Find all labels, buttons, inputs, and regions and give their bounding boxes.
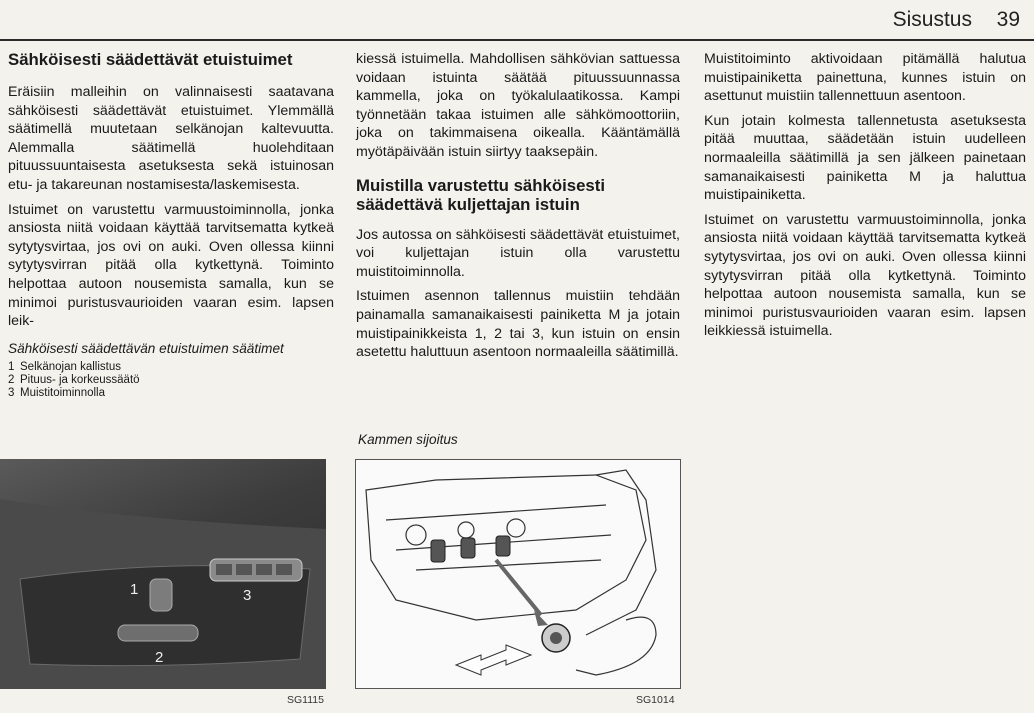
column2-intro: kiessä istuimella. Mahdollisen sähkövian sattuessa voidaan istuinta säätää pituussuunnassa kammella, joka on työkalulaatikossa. Kampi työnnetään takaa istuimen alle sähkömoottoriin, joka on takimmaisena oikealla. Kääntämällä myötäpäivään istuin siirtyy taaksepäin. bbox=[356, 51, 680, 160]
header-rule bbox=[0, 39, 1034, 41]
legend-item: 2 Pituus- ja korkeussäätö bbox=[8, 373, 140, 386]
column2-paragraph-2: Istuimen asennon tallennus muistiin tehdään painamalla samanaikaisesti painiketta M ja jotain muistipainikkeista 1, 2 tai 3, kun istuin on ensin asetettu haluttuun asentoon normaaleilla säätimillä. bbox=[356, 288, 680, 361]
seat-controls-photo bbox=[0, 459, 326, 689]
column1-paragraph-1: Eräisiin malleihin on valinnaisesti saatavana sähköisesti säädettävät etuistuimet. Ylemmällä säätimellä muutetaan selkänojan kaltevuutta. Alemmalla säätimellä huolehditaan pituussuuntaisesta asetuksesta sekä istuinosan etu- ja takareunan nostamisesta/laskemisesta. bbox=[8, 84, 334, 193]
figure-legend bbox=[8, 361, 334, 401]
column2-heading: Muistilla varustettu sähköisesti säädettävä kuljettajan istuin bbox=[356, 175, 605, 214]
page-number: 39 bbox=[996, 8, 1020, 31]
photo-label-1: 1 bbox=[130, 581, 139, 598]
legend-item: 3 Muistitoiminnolla bbox=[8, 387, 106, 400]
column-1 bbox=[8, 50, 334, 400]
column3-paragraph-2: Kun jotain kolmesta tallennetusta asetuksesta pitää muuttaa, säädetään istuin uudelleen normaaleilla säätimillä ja sen jälkeen painetaan samanaikaisesti painiketta M ja haluttua muistipainiketta. bbox=[704, 112, 1026, 204]
seat-crank-illustration bbox=[356, 460, 680, 688]
photo-label-2: 2 bbox=[155, 649, 164, 666]
section-title: Sisustus bbox=[892, 8, 972, 31]
figure-code-sg1115: SG1115 bbox=[287, 694, 324, 706]
column2-paragraph-1: Jos autossa on sähköisesti säädettävät etuistuimet, voi kuljettajan istuin olla varustettu muistitoiminnolla. bbox=[356, 226, 680, 280]
figure-code-sg1014: SG1014 bbox=[636, 694, 675, 706]
column1-heading: Sähköisesti säädettävät etuistuimet bbox=[8, 50, 293, 69]
photo-label-3: 3 bbox=[243, 587, 252, 604]
column3-paragraph-1: Muistitoiminto aktivoidaan pitämällä halutua muistipainiketta painettuna, kunnes istuin on asettunut muistiin tallennettuun asentoon. bbox=[704, 51, 1026, 105]
seat-controls-caption: Sähköisesti säädettävän etuistuimen säätimet bbox=[8, 340, 284, 356]
column-2 bbox=[356, 50, 680, 368]
legend-item: 1 Selkänojan kallistus bbox=[8, 360, 122, 373]
crank-location-diagram bbox=[355, 459, 681, 689]
column1-paragraph-2: Istuimet on varustettu varmuustoiminnolla, jonka ansiosta niitä voidaan käyttää tarvitsematta kytkeä sytytysvirtaa, jos ovi on auki. Oven ollessa kiinni sytytysvirran pitää olla kytkettynä. Toiminto helpottaa autoon nousemista samalla, kun se minimoi puristusvaurioiden vaaran esim. lapsen leik- bbox=[8, 201, 334, 330]
crank-caption: Kammen sijoitus bbox=[358, 432, 458, 447]
column-3 bbox=[704, 50, 1026, 347]
column3-paragraph-3: Istuimet on varustettu varmuustoiminnolla, jonka ansiosta niitä voidaan käyttää tarvitsematta kytkeä sytytysvirtaa, jos ovi on auki. Oven ollessa kiinni sytytysvirran pitää olla kytkettynä. Toiminto helpottaa autoon nousemista samalla, kun se minimoi puristusvaurioiden vaaran esim. lapsen leikkiessä istuimella. bbox=[704, 211, 1026, 340]
